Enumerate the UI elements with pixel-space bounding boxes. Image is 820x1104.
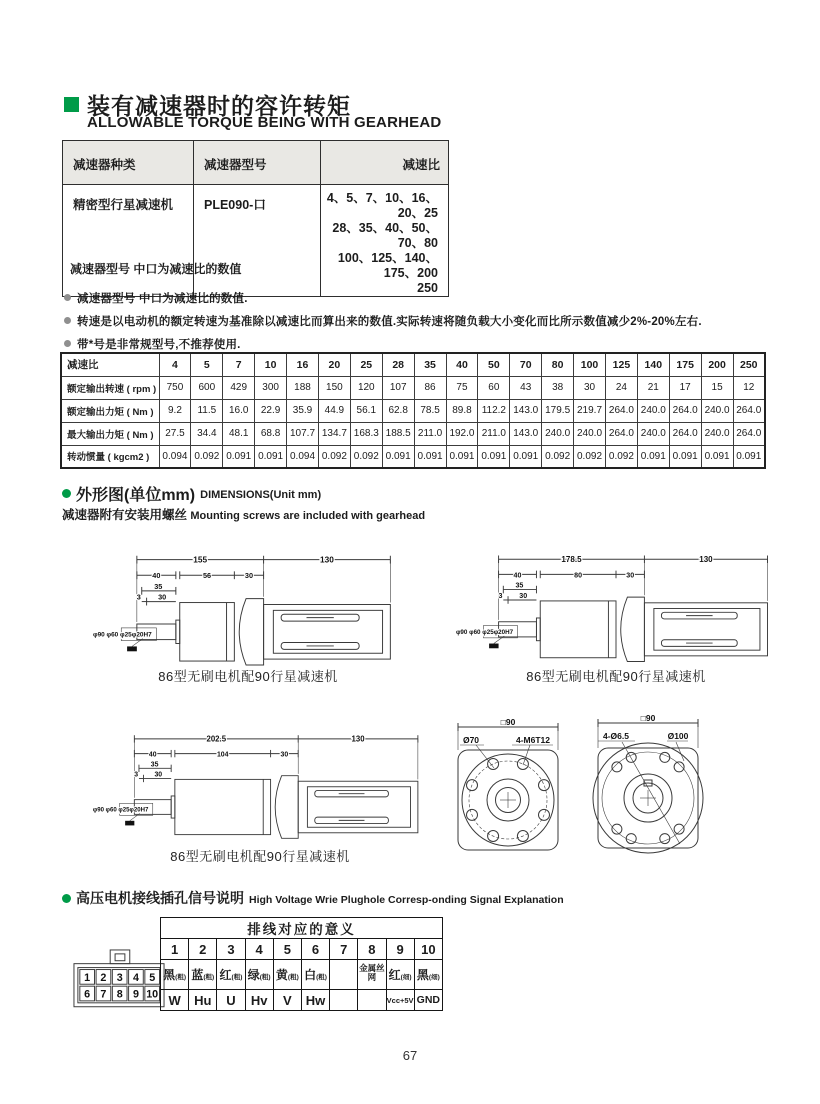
- page-number: 67: [402, 1048, 418, 1063]
- spec-cell: 16: [287, 353, 319, 376]
- wiring-pin-cell: 4: [245, 939, 273, 960]
- dim-seg2: 104: [216, 751, 229, 759]
- spec-cell: 44.9: [318, 399, 350, 422]
- wire-color-name: 蓝: [191, 967, 204, 982]
- spec-cell: 48.1: [223, 422, 255, 445]
- wire-color-name: 红: [388, 967, 401, 982]
- spec-cell: 0.092: [191, 445, 223, 468]
- svg-text:5: 5: [149, 971, 156, 984]
- shaft-diameter-label: φ90 φ60 φ25φ20H7: [92, 807, 149, 814]
- spec-cell: 0.091: [510, 445, 542, 468]
- drawing-lines: [121, 556, 390, 665]
- wiring-pin-cell: 3: [217, 939, 245, 960]
- spec-cell: 0.091: [478, 445, 510, 468]
- spec-cell: 240.0: [542, 422, 574, 445]
- note-item: [64, 336, 702, 352]
- wiring-color-cell: [245, 960, 273, 990]
- dim-seg1: 40: [148, 751, 157, 759]
- dim-motor: 130: [320, 555, 334, 565]
- dim-3: 3: [498, 592, 503, 601]
- green-dot-icon: [62, 489, 71, 498]
- dimension-drawing-3: [92, 726, 428, 855]
- wiring-pin-cell: 1: [161, 939, 189, 960]
- spec-cell: 0.092: [542, 445, 574, 468]
- wiring-signal-cell: [330, 990, 358, 1011]
- dim-30: 30: [519, 592, 528, 601]
- spec-cell: 28: [382, 353, 414, 376]
- spec-cell: 86: [414, 376, 446, 399]
- gearhead-table-header-row: [63, 141, 449, 185]
- spec-cell: 0.091: [637, 445, 669, 468]
- note-item: [64, 290, 702, 306]
- svg-text:9: 9: [132, 988, 139, 1001]
- flange-outer-dim: Ø100: [667, 731, 689, 741]
- svg-text:3: 3: [116, 971, 123, 984]
- wiring-signal-row: [161, 990, 443, 1011]
- col-gearhead-type: 减速器种类: [63, 141, 194, 185]
- spec-cell: 0.094: [159, 445, 191, 468]
- spec-cell: 70: [510, 353, 542, 376]
- spec-cell: 60: [478, 376, 510, 399]
- spec-cell: 112.2: [478, 399, 510, 422]
- dim-total: 178.5: [561, 555, 582, 565]
- wire-thickness-note: (粗): [316, 973, 327, 981]
- drawing-lines: [120, 735, 418, 838]
- spec-cell: 22.9: [255, 399, 287, 422]
- wiring-table-title: 排线对应的意义: [161, 918, 443, 939]
- wiring-pin-cell: 9: [386, 939, 414, 960]
- spec-cell: 0.091: [669, 445, 701, 468]
- spec-cell: 107: [382, 376, 414, 399]
- wiring-pin-cell: 5: [273, 939, 301, 960]
- dimensions-title-zh: 外形图(单位mm): [76, 487, 196, 504]
- spec-cell: 7: [223, 353, 255, 376]
- dim-seg3: 30: [280, 751, 289, 759]
- gearhead-model-value: PLE090-口: [194, 185, 321, 297]
- spec-table-row: [61, 422, 765, 445]
- spec-cell: 5: [191, 353, 223, 376]
- wire-thickness-note: (粗): [231, 973, 243, 981]
- bullet-icon: [64, 294, 71, 301]
- spec-cell: 143.0: [510, 399, 542, 422]
- spec-cell: 211.0: [414, 422, 446, 445]
- spec-table-body: [61, 353, 765, 468]
- dim-seg1: 40: [513, 571, 522, 580]
- spec-cell: 0.092: [574, 445, 606, 468]
- wire-thickness-note: (细): [428, 973, 440, 981]
- spec-cell: 12: [733, 376, 765, 399]
- wiring-signal-cell: Hw: [301, 990, 329, 1011]
- spec-cell: 62.8: [382, 399, 414, 422]
- green-dot-icon: [62, 894, 71, 903]
- ratio-line: 250: [417, 281, 438, 295]
- spec-row-label: 额定输出转速 ( rpm ): [61, 376, 159, 399]
- spec-cell: 250: [733, 353, 765, 376]
- wiring-signal-cell: GND: [414, 990, 442, 1011]
- wiring-pin-cell: 6: [301, 939, 329, 960]
- gearhead-table-footnote: 减速器型号 中口为减速比的数值: [70, 262, 242, 276]
- dim-3: 3: [134, 771, 139, 779]
- wiring-color-cell: [217, 960, 245, 990]
- note-text: 带*号是非常规型号,不推荐使用.: [77, 339, 241, 351]
- wire-thickness-note: (细): [400, 973, 412, 981]
- wire-color-name: 黄: [275, 967, 288, 982]
- dimension-drawing-1: [92, 546, 404, 683]
- page-title-zh: 装有减速器时的容许转矩: [87, 93, 351, 119]
- spec-cell: 600: [191, 376, 223, 399]
- spec-cell: 0.091: [223, 445, 255, 468]
- wiring-title-en: High Voltage Wrie Plughole Corresp-onding Signal Explanation: [249, 893, 564, 906]
- wiring-signal-cell: V: [273, 990, 301, 1011]
- ratio-line: 28、35、40、50、70、80: [332, 221, 438, 250]
- spec-cell: 0.091: [446, 445, 478, 468]
- gearhead-table-row: [63, 185, 449, 297]
- spec-cell: 140: [637, 353, 669, 376]
- dimensions-title-en: DIMENSIONS(Unit mm): [200, 489, 322, 501]
- dim-motor: 130: [351, 734, 365, 744]
- svg-text:8: 8: [116, 988, 123, 1001]
- svg-text:10: 10: [146, 988, 159, 1001]
- dim-seg2: 80: [574, 571, 583, 580]
- wiring-signal-cell: Hu: [189, 990, 217, 1011]
- wiring-pin-cell: 10: [414, 939, 442, 960]
- spec-cell: 75: [446, 376, 478, 399]
- wiring-color-cell: [386, 960, 414, 990]
- spec-cell: 16.0: [223, 399, 255, 422]
- spec-cell: 9.2: [159, 399, 191, 422]
- spec-cell: 240.0: [574, 422, 606, 445]
- wiring-signal-cell: U: [217, 990, 245, 1011]
- spec-cell: 264.0: [605, 422, 637, 445]
- ratio-line: 100、125、140、175、200: [337, 251, 438, 280]
- spec-row-label: 减速比: [61, 353, 159, 376]
- spec-cell: 100: [574, 353, 606, 376]
- flange-pilot-dim: Ø70: [462, 735, 480, 745]
- spec-cell: 10: [255, 353, 287, 376]
- dim-seg3: 30: [626, 571, 635, 580]
- drawing-caption-3: 86型无刷电机配90行星减速机: [170, 849, 350, 864]
- wire-color-name: 黑: [163, 967, 176, 982]
- spec-table-row: [61, 376, 765, 399]
- dim-seg2: 56: [202, 571, 212, 581]
- spec-cell: 107.7: [287, 422, 319, 445]
- wiring-pin-row: [161, 939, 443, 960]
- spec-row-label: 最大输出力矩 ( Nm ): [61, 422, 159, 445]
- bullet-icon: [64, 317, 71, 324]
- flange-drawing-left: [440, 716, 575, 866]
- spec-cell: 40: [446, 353, 478, 376]
- wiring-color-cell: [414, 960, 442, 990]
- spec-cell: 264.0: [669, 422, 701, 445]
- spec-cell: 50: [478, 353, 510, 376]
- spec-cell: 35.9: [287, 399, 319, 422]
- wiring-color-cell: [189, 960, 217, 990]
- spec-cell: 0.092: [350, 445, 382, 468]
- spec-cell: 264.0: [605, 399, 637, 422]
- spec-cell: 30: [574, 376, 606, 399]
- dimensions-section-title: [62, 482, 321, 505]
- spec-cell: 0.091: [733, 445, 765, 468]
- svg-text:7: 7: [100, 988, 107, 1001]
- dim-30: 30: [158, 592, 167, 602]
- spec-cell: 68.8: [255, 422, 287, 445]
- dim-seg1: 40: [152, 571, 161, 581]
- spec-cell: 175: [669, 353, 701, 376]
- wiring-title-row: [161, 918, 443, 939]
- spec-cell: 0.091: [255, 445, 287, 468]
- spec-cell: 200: [701, 353, 733, 376]
- wiring-pin-cell: 2: [189, 939, 217, 960]
- page-title-en: ALLOWABLE TORQUE BEING WITH GEARHEAD: [87, 114, 442, 131]
- wiring-signal-cell: W: [161, 990, 189, 1011]
- spec-cell: 750: [159, 376, 191, 399]
- dim-3: 3: [136, 592, 141, 602]
- dimensions-subtitle: [62, 505, 425, 523]
- spec-cell: 0.091: [414, 445, 446, 468]
- spec-cell: 89.8: [446, 399, 478, 422]
- drawing-caption-1: 86型无刷电机配90行星减速机: [158, 669, 338, 684]
- wire-color-name: 绿: [247, 967, 260, 982]
- spec-cell: 240.0: [637, 422, 669, 445]
- wire-color-name: 白: [304, 967, 317, 982]
- dim-35: 35: [154, 581, 163, 591]
- bullet-icon: [64, 340, 71, 347]
- spec-table-row: [61, 445, 765, 468]
- wiring-color-cell: [301, 960, 329, 990]
- spec-cell: 120: [350, 376, 382, 399]
- flange-square-dim: □90: [640, 713, 656, 723]
- flange-bolt-spec: 4-Ø6.5: [603, 731, 629, 741]
- wire-thickness-note: (粗): [203, 973, 215, 981]
- note-text: 转速是以电动机的额定转速为基准除以减速比而算出来的数值.实际转速将随负载大小变化而比所示数值减少2%-20%左右.: [77, 316, 702, 328]
- dim-total: 202.5: [206, 734, 227, 744]
- col-gearhead-model: 减速器型号: [194, 141, 321, 185]
- spec-cell: 34.4: [191, 422, 223, 445]
- wiring-color-cell: [330, 960, 358, 990]
- spec-cell: 188.5: [382, 422, 414, 445]
- spec-cell: 125: [605, 353, 637, 376]
- svg-text:4: 4: [132, 971, 139, 984]
- wire-thickness-note: (粗): [287, 973, 299, 981]
- spec-row-label: 额定输出力矩 ( Nm ): [61, 399, 159, 422]
- ratio-values-cell: [321, 185, 449, 297]
- wiring-color-cell: [161, 960, 189, 990]
- wiring-title-zh: 高压电机接线插孔信号说明: [76, 890, 244, 906]
- dimensions-subtitle-zh: 减速器附有安装用螺丝: [62, 508, 188, 522]
- wire-color-name: 黑: [416, 967, 429, 982]
- spec-cell: 300: [255, 376, 287, 399]
- flange-bolt-spec: 4-M6T12: [515, 735, 551, 745]
- shaft-diameter-label: φ90 φ60 φ25φ20H7: [455, 629, 514, 637]
- ratio-line: 4、5、7、10、16、20、25: [326, 191, 438, 220]
- spec-cell: 80: [542, 353, 574, 376]
- spec-cell: 0.092: [605, 445, 637, 468]
- wire-color-name: 红: [219, 967, 232, 982]
- wiring-table: [160, 917, 443, 1011]
- spec-cell: 11.5: [191, 399, 223, 422]
- wiring-color-row: [161, 960, 443, 990]
- wiring-pin-cell: 8: [358, 939, 386, 960]
- spec-cell: 168.3: [350, 422, 382, 445]
- svg-text:2: 2: [100, 971, 107, 984]
- note-text: 减速器型号 中口为减速比的数值.: [77, 293, 248, 305]
- spec-cell: 143.0: [510, 422, 542, 445]
- spec-cell: 240.0: [701, 422, 733, 445]
- flange-square-dim: □90: [500, 717, 516, 727]
- spec-cell: 21: [637, 376, 669, 399]
- spec-cell: 0.091: [701, 445, 733, 468]
- shaft-diameter-label: φ90 φ60 φ25φ20H7: [92, 631, 152, 639]
- svg-text:1: 1: [84, 971, 91, 984]
- spec-cell: 0.091: [382, 445, 414, 468]
- gearhead-type-value: 精密型行星减速机: [63, 185, 194, 297]
- dim-30: 30: [154, 771, 163, 779]
- spec-cell: 192.0: [446, 422, 478, 445]
- note-item: [64, 313, 702, 329]
- spec-cell: 15: [701, 376, 733, 399]
- spec-cell: 429: [223, 376, 255, 399]
- spec-cell: 150: [318, 376, 350, 399]
- col-gearhead-ratio: 减速比: [321, 141, 449, 185]
- spec-cell: 0.094: [287, 445, 319, 468]
- wire-thickness-note: (粗): [259, 973, 271, 981]
- svg-text:6: 6: [84, 988, 91, 1001]
- spec-cell: 179.5: [542, 399, 574, 422]
- wiring-color-cell: [358, 960, 386, 990]
- spec-table-row: [61, 353, 765, 376]
- wire-color-name: 金属丝网: [359, 963, 385, 982]
- connector-plug-diagram: [72, 948, 166, 1009]
- spec-cell: 134.7: [318, 422, 350, 445]
- spec-cell: 20: [318, 353, 350, 376]
- spec-cell: 17: [669, 376, 701, 399]
- dim-35: 35: [515, 581, 524, 590]
- wiring-signal-cell: [358, 990, 386, 1011]
- wiring-pin-cell: 7: [330, 939, 358, 960]
- dim-total: 155: [193, 555, 208, 565]
- green-square-icon: [64, 97, 79, 112]
- spec-cell: 35: [414, 353, 446, 376]
- spec-cell: 240.0: [637, 399, 669, 422]
- spec-cell: 0.092: [318, 445, 350, 468]
- spec-cell: 264.0: [733, 422, 765, 445]
- spec-cell: 24: [605, 376, 637, 399]
- spec-cell: 219.7: [574, 399, 606, 422]
- spec-table-row: [61, 399, 765, 422]
- spec-cell: 211.0: [478, 422, 510, 445]
- spec-cell: 56.1: [350, 399, 382, 422]
- spec-cell: 4: [159, 353, 191, 376]
- spec-cell: 43: [510, 376, 542, 399]
- spec-cell: 188: [287, 376, 319, 399]
- notes-list: [64, 290, 702, 359]
- spec-cell: 264.0: [733, 399, 765, 422]
- flange-drawing-right: [578, 712, 718, 864]
- spec-cell: 27.5: [159, 422, 191, 445]
- spec-table: [60, 352, 766, 469]
- dim-motor: 130: [699, 555, 713, 565]
- spec-row-label: 转动惯量 ( kgcm2 ): [61, 445, 159, 468]
- spec-cell: 78.5: [414, 399, 446, 422]
- dim-35: 35: [150, 761, 159, 769]
- wiring-section-title: [62, 888, 564, 908]
- spec-cell: 264.0: [669, 399, 701, 422]
- dimension-drawing-2: [455, 546, 777, 679]
- spec-cell: 240.0: [701, 399, 733, 422]
- wiring-signal-cell: Hv: [245, 990, 273, 1011]
- dim-seg3: 30: [244, 571, 254, 581]
- wiring-table-body: [161, 918, 443, 1011]
- wiring-signal-cell: Vcc+5V: [386, 990, 414, 1011]
- drawing-caption-2: 86型无刷电机配90行星减速机: [526, 669, 706, 684]
- dimensions-subtitle-en: Mounting screws are included with gearhead: [190, 510, 426, 522]
- spec-cell: 38: [542, 376, 574, 399]
- wiring-color-cell: [273, 960, 301, 990]
- spec-cell: 25: [350, 353, 382, 376]
- wire-thickness-note: (粗): [175, 973, 187, 981]
